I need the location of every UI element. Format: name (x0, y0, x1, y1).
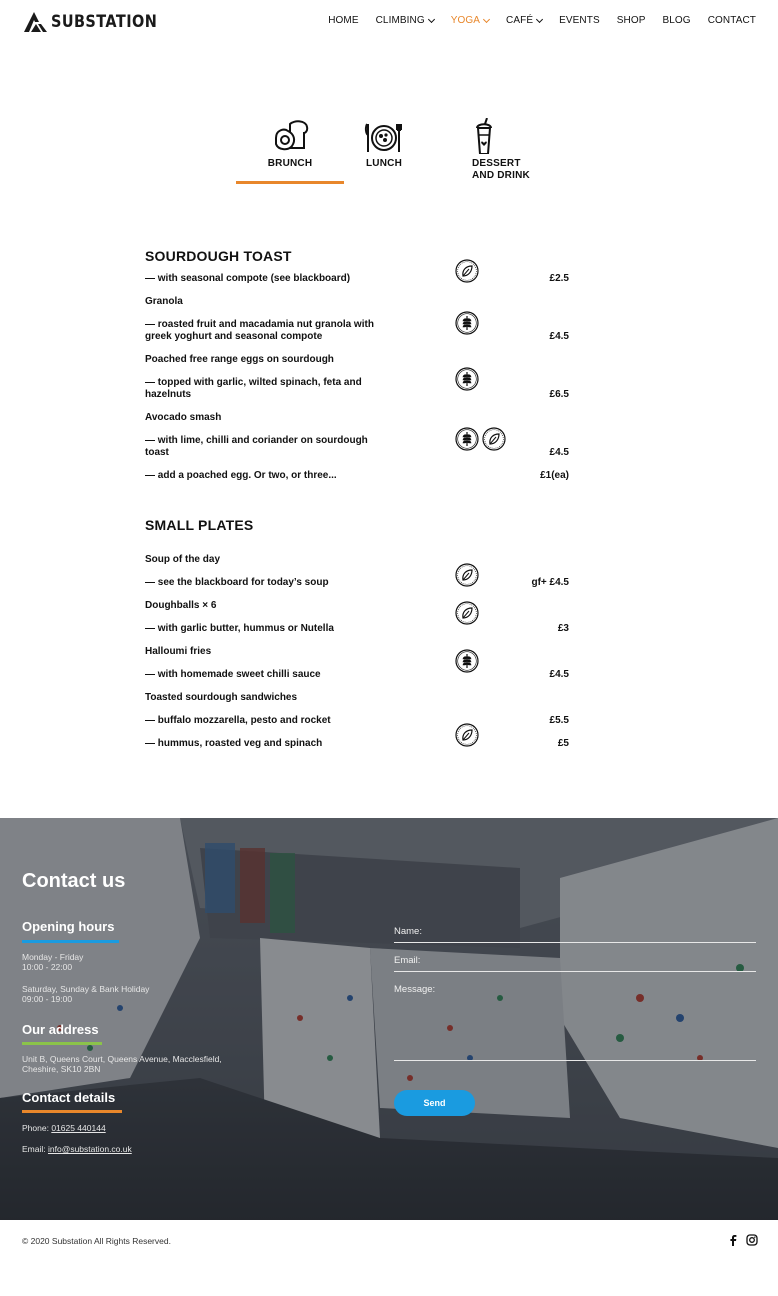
name-field[interactable] (394, 942, 756, 943)
address-line-2: Cheshire, SK10 2BN (22, 1064, 101, 1074)
menu-item-price: £4.5 (549, 331, 569, 342)
dietary-icons (455, 649, 479, 673)
vegan-leaf-icon (455, 563, 479, 587)
address-line-1: Unit B, Queens Court, Queens Avenue, Macclesfield, (22, 1054, 222, 1064)
contact-details-underline (22, 1110, 122, 1113)
menu-item-price: £2.5 (549, 273, 569, 284)
tab-lunch[interactable] (356, 118, 412, 169)
send-button[interactable]: Send (394, 1090, 475, 1116)
phone-line (22, 1123, 106, 1133)
menu-item-description: — roasted fruit and macadamia nut granola with greek yoghurt and seasonal compote (145, 319, 374, 342)
menu-item-description: Soup of the day (145, 554, 220, 565)
nav-events-label: EVENTS (559, 15, 600, 26)
egg-toast-icon (270, 118, 310, 154)
nav-events[interactable] (559, 15, 600, 26)
dietary-icons (455, 563, 479, 587)
dietary-icons (455, 723, 479, 747)
menu-tabs (236, 118, 556, 188)
tab-dessert-and-drink[interactable] (458, 118, 544, 182)
weekend-days: Saturday, Sunday & Bank Holiday (22, 984, 150, 994)
nav-climbing-label: CLIMBING (375, 15, 425, 26)
email-field[interactable] (394, 971, 756, 972)
weekday-hours: 10:00 - 22:00 (22, 962, 73, 972)
site-footer (0, 1220, 778, 1296)
site-logo[interactable] (22, 10, 176, 34)
menu-item-price: £5 (557, 738, 569, 749)
email-link[interactable]: info@substation.co.uk (47, 1144, 132, 1154)
vegan-leaf-icon (455, 259, 479, 283)
dietary-icons (455, 367, 479, 391)
tab-dessert-label: DESSERT AND DRINK (472, 158, 530, 181)
main-nav (311, 15, 756, 26)
nav-yoga[interactable] (451, 15, 489, 26)
nav-cafe-label: CAFÉ (506, 15, 534, 26)
vegetarian-wheat-icon (455, 427, 479, 451)
contact-section (0, 818, 778, 1220)
message-field[interactable] (394, 1060, 756, 1061)
menu-item-price: £5.5 (549, 715, 569, 726)
message-field-label: Message: (394, 984, 436, 995)
menu-item-price: £1(ea) (540, 470, 569, 481)
nav-home[interactable] (328, 15, 358, 26)
address-heading: Our address (22, 1022, 99, 1037)
menu-item-description: Avocado smash (145, 412, 222, 423)
menu-item-description: — add a poached egg. Or two, or three... (145, 470, 337, 481)
phone-link[interactable]: 01625 440144 (51, 1123, 106, 1133)
section-title-small-plates: SMALL PLATES (145, 517, 254, 533)
nav-blog[interactable] (663, 15, 691, 26)
nav-cafe[interactable] (506, 15, 542, 26)
email-field-label: Email: (394, 955, 421, 966)
menu-item-description: Halloumi fries (145, 646, 212, 657)
vegan-leaf-icon (455, 723, 479, 747)
dietary-icons (455, 259, 479, 283)
email-label: Email: (22, 1144, 48, 1154)
vegan-leaf-icon (455, 601, 479, 625)
menu-item-description: — with lime, chilli and coriander on sourdough toast (145, 435, 368, 458)
logo-text: SUBSTATION (51, 12, 158, 32)
nav-shop[interactable] (617, 15, 646, 26)
menu-item-description: Toasted sourdough sandwiches (145, 692, 298, 703)
menu-item-description: — with garlic butter, hummus or Nutella (145, 623, 334, 634)
menu-item-description: — hummus, roasted veg and spinach (145, 738, 323, 749)
email-line (22, 1144, 132, 1154)
menu-item-description: — buffalo mozzarella, pesto and rocket (145, 715, 331, 726)
vegetarian-wheat-icon (455, 367, 479, 391)
menu-item-description: — topped with garlic, wilted spinach, feta and hazelnuts (145, 377, 362, 400)
chevron-down-icon (536, 15, 543, 22)
menu-item-price: £3 (557, 623, 569, 634)
logo-mark-icon (22, 10, 48, 34)
nav-contact-label: CONTACT (707, 15, 756, 26)
menu-item-price: gf+ £4.5 (531, 577, 569, 588)
dietary-icons (455, 311, 479, 335)
contact-title: Contact us (22, 870, 126, 892)
section-title-sourdough-toast: SOURDOUGH TOAST (145, 248, 292, 264)
menu-item-description: — with seasonal compote (see blackboard) (145, 273, 351, 284)
tab-brunch-label: BRUNCH (267, 158, 313, 169)
nav-contact[interactable] (708, 15, 756, 26)
facebook-icon[interactable] (728, 1234, 738, 1246)
chevron-down-icon (483, 15, 490, 22)
vegan-leaf-icon (482, 427, 506, 451)
nav-shop-label: SHOP (616, 15, 646, 26)
nav-home-label: HOME (328, 15, 359, 26)
phone-label: Phone: (22, 1123, 52, 1133)
weekday-days: Monday - Friday (22, 952, 84, 962)
tab-brunch[interactable] (236, 118, 344, 169)
instagram-icon[interactable] (746, 1234, 758, 1246)
nav-climbing[interactable] (376, 15, 434, 26)
menu-item-description: — with homemade sweet chilli sauce (145, 669, 321, 680)
copyright-text: © 2020 Substation All Rights Reserved. (22, 1236, 171, 1246)
vegetarian-wheat-icon (455, 649, 479, 673)
menu-item-price: £6.5 (549, 389, 569, 400)
menu-item-description: Granola (145, 296, 183, 307)
tab-lunch-label: LUNCH (366, 158, 402, 169)
site-header (0, 0, 778, 44)
active-tab-indicator (236, 181, 344, 184)
menu-item-price: £4.5 (549, 669, 569, 680)
vegetarian-wheat-icon (455, 311, 479, 335)
menu-item-description: Doughballs × 6 (145, 600, 217, 611)
menu-item-description: — see the blackboard for today’s soup (145, 577, 329, 588)
chevron-down-icon (428, 15, 435, 22)
opening-hours-underline (22, 940, 119, 943)
plate-cutlery-icon (364, 118, 404, 154)
address-underline (22, 1042, 102, 1045)
weekend-hours: 09:00 - 19:00 (22, 994, 73, 1004)
contact-details-heading: Contact details (22, 1090, 116, 1105)
drink-cup-icon (464, 118, 504, 154)
dietary-icons (455, 601, 479, 625)
dietary-icons (455, 427, 506, 451)
nav-blog-label: BLOG (662, 15, 691, 26)
menu-item-price: £4.5 (549, 447, 569, 458)
name-field-label: Name: (394, 926, 422, 937)
menu-item-description: Poached free range eggs on sourdough (145, 354, 334, 365)
nav-yoga-label: YOGA (450, 15, 481, 26)
opening-hours-heading: Opening hours (22, 919, 115, 934)
